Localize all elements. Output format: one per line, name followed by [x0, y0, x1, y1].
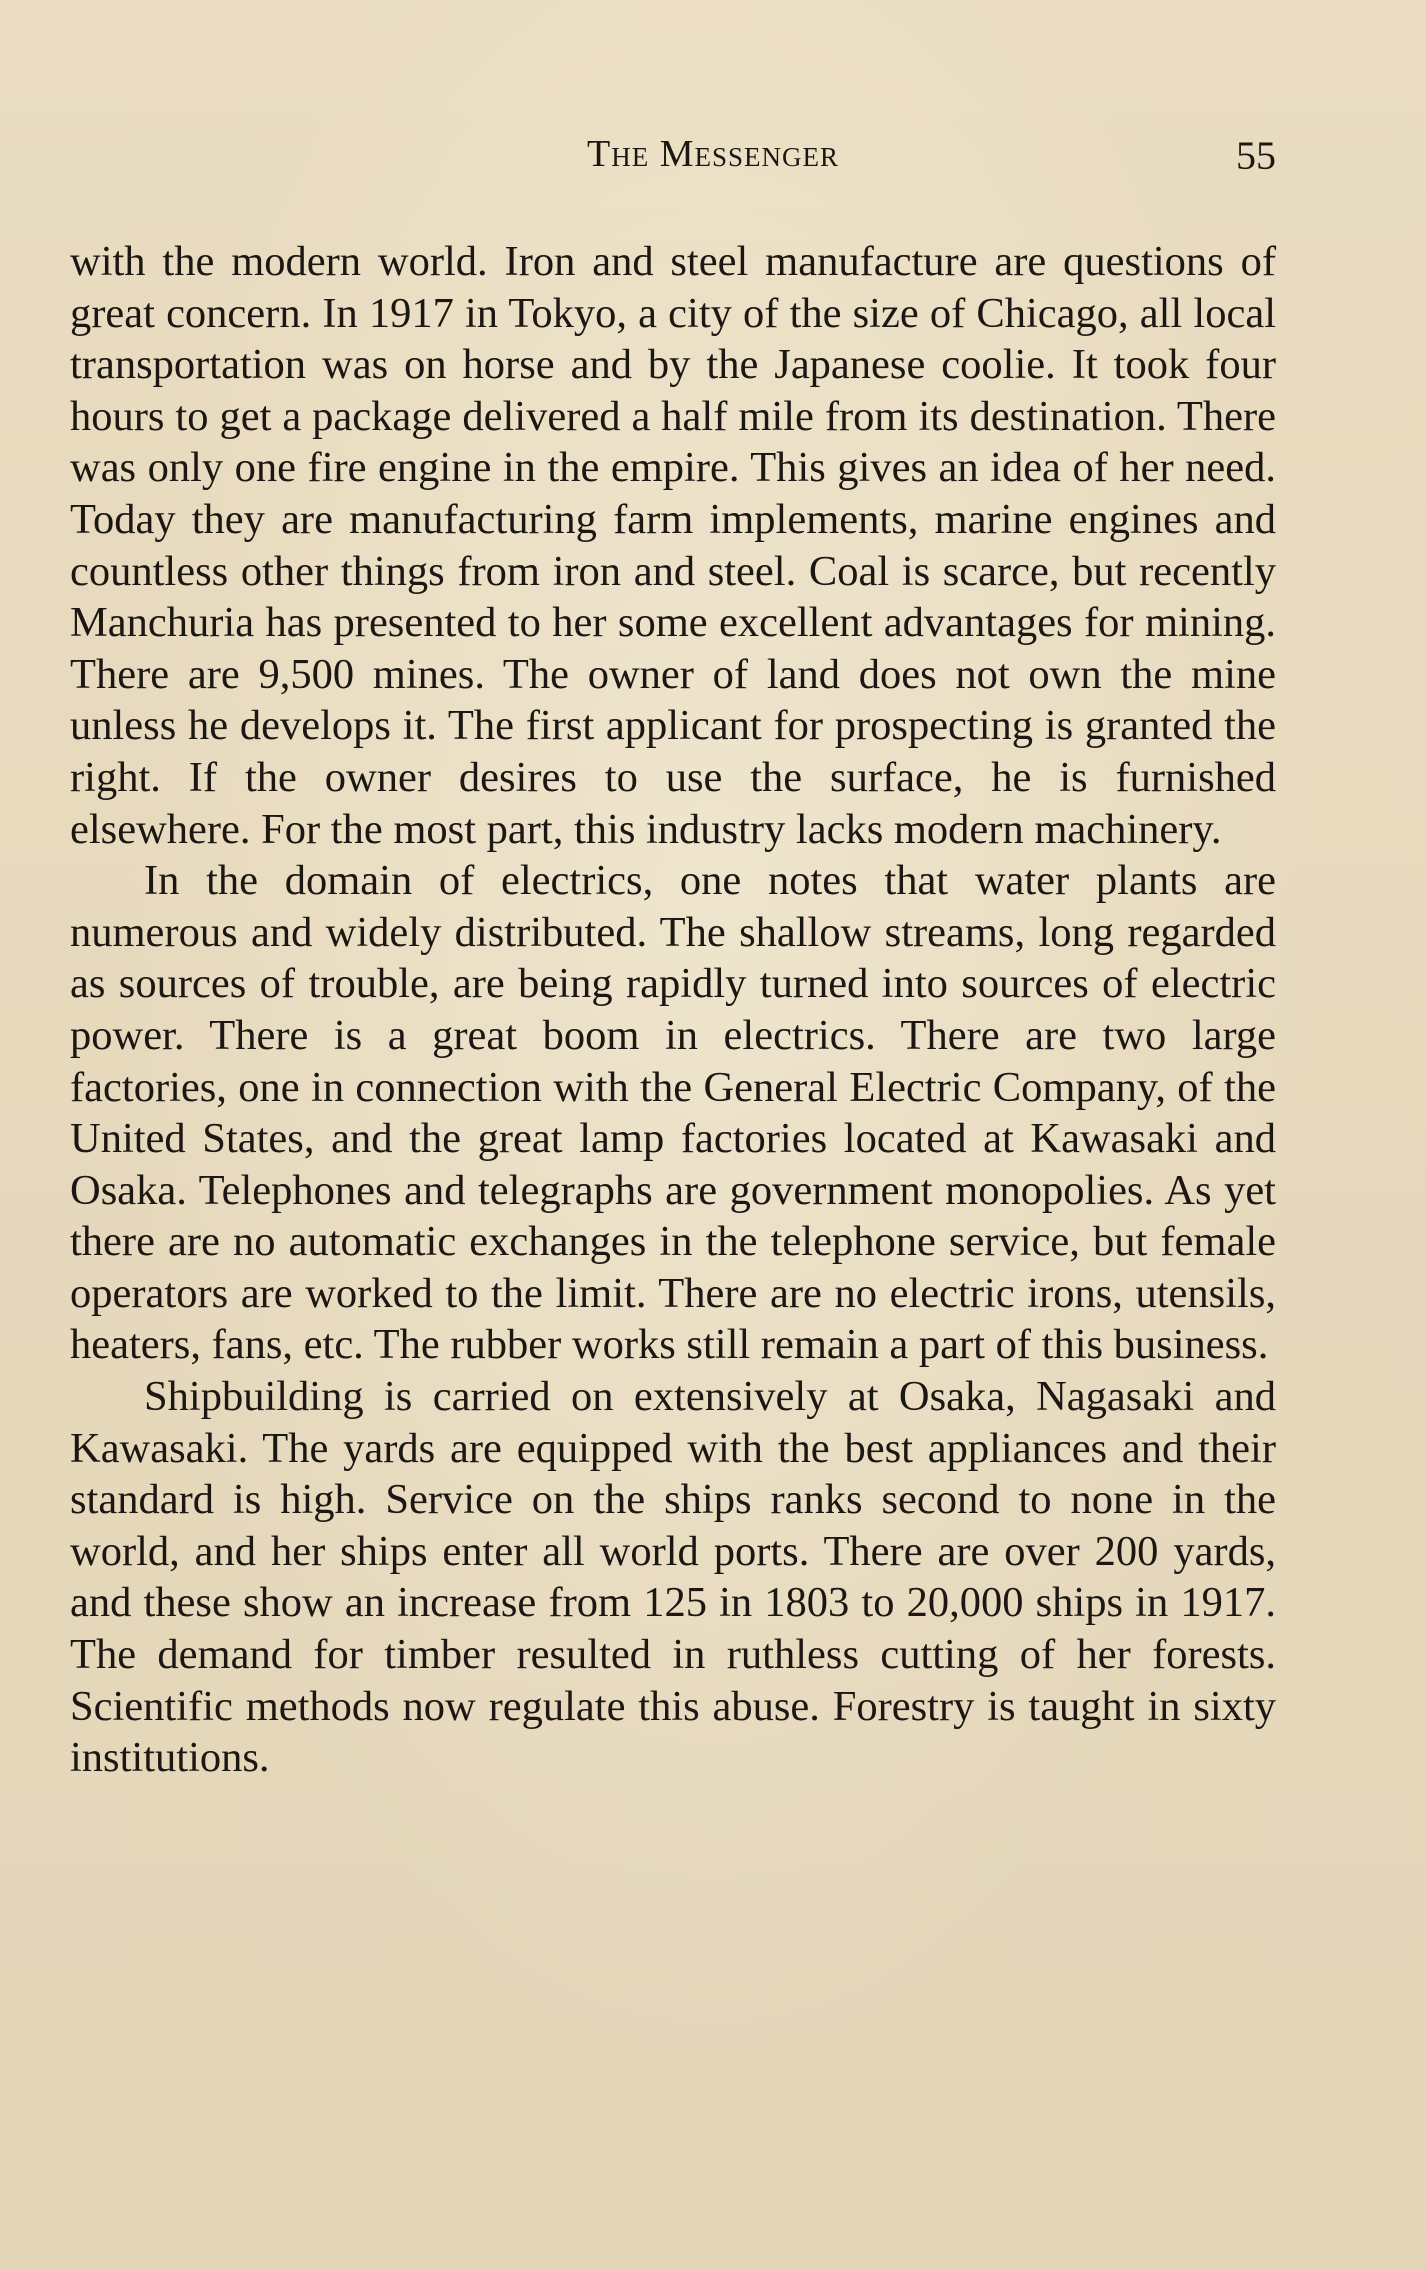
- running-head: [0, 132, 1426, 192]
- paragraph-3: Shipbuilding is carried on extensively at Osaka, Nagasaki and Kawasaki. The yards are equipped with the best appliances and their standard is high. Service on the ships ranks second to none in the world, and her ships enter all world ports. There are over 200 yards, and these show an increase from 125 in 1803 to 20,000 ships in 1917. The demand for timber resulted in ruthless cutting of her forests. Scientific methods now regulate this abuse. Forestry is taught in sixty institutions.: [70, 1373, 1276, 1782]
- paragraph-1: with the modern world. Iron and steel manufacture are questions of great concern. In 1917 in Tokyo, a city of the size of Chicago, all local transportation was on horse and by the Japanese coolie. It took four hours to get a package delivered a half mile from its destination. There was only one fire engine in the empire. This gives an idea of her need. Today they are manufacturing farm implements, marine engines and countless other things from iron and steel. Coal is scarce, but recently Manchuria has presented to her some excellent advantages for mining. There are 9,500 mines. The owner of land does not own the mine unless he develops it. The first applicant for prospecting is granted the right. If the owner desires to use the surface, he is furnished elsewhere. For the most part, this industry lacks modern machinery.: [70, 238, 1276, 853]
- page-number: 55: [1236, 133, 1276, 178]
- body-text: [70, 236, 1276, 1784]
- running-title: The Messenger: [586, 133, 839, 175]
- paragraph-2: In the domain of electrics, one notes that water plants are numerous and widely distributed. The shallow streams, long regarded as sources of trouble, are being rapidly turned into sources of electric power. There is a great boom in electrics. There are two large factories, one in connection with the General Electric Company, of the United States, and the great lamp factories located at Kawasaki and Osaka. Telephones and telegraphs are government monopolies. As yet there are no automatic exchanges in the telephone service, but female operators are worked to the limit. There are no electric irons, utensils, heaters, fans, etc. The rubber works still remain a part of this business.: [70, 857, 1276, 1369]
